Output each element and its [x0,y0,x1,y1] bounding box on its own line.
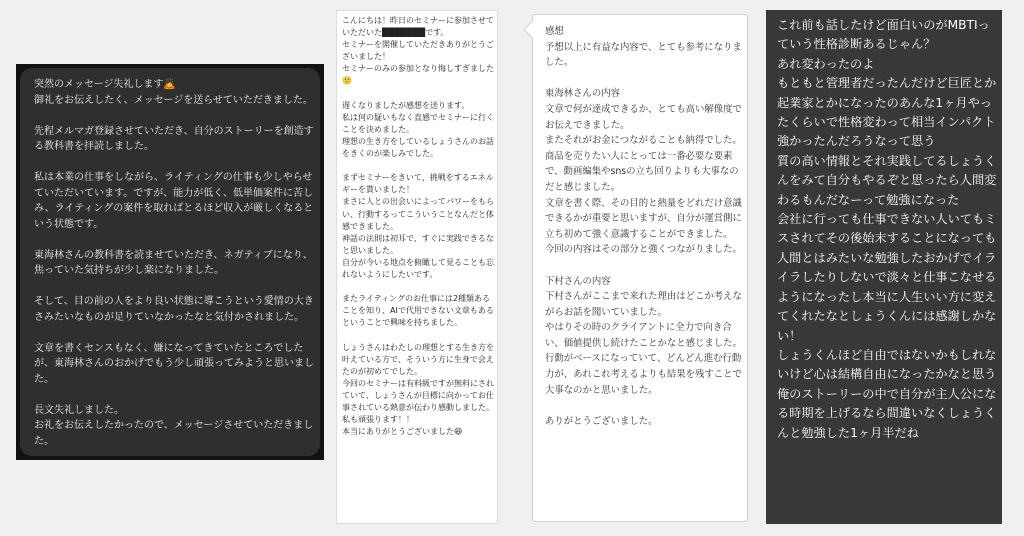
message-screenshot-2 [336,10,498,524]
message-screenshot-1 [16,64,324,460]
message-text: 突然のメッセージ失礼します🙇 御礼をお伝えしたく、メッセージを送らせていただきました。 先程メルマガ登録させていただき、自分のストーリーを創造する教科書を拝読しました。 私は本業の仕事をしながら、ライティングの仕事も少しやらせていただいています。ですが、能力が低く、低単価案件に苦しみ、ライティングの案件を取ればとるほど収入が厳しくなるという状態です。 東海林さんの教科書を読ませていただき、ネガティブになり、焦っていた気持ちが少し楽になりました。 そして、目の前の人をより良い状態に導こうという愛情の大きさみたいなものが足りていなかったなと気付かされました。 文章を書くセンスもなく、嫌になってきていたところでしたが、東海林さんのおかげでもう少し頑張ってみようと思いました。 長文失礼しました。 お礼をお伝えしたかったので、メッセージさせていただきました。 [34,79,314,447]
bubble-tail [523,20,541,38]
message-bubble [20,68,320,456]
message-screenshot-4 [766,10,1002,524]
message-screenshot-3 [532,14,748,522]
message-text: こんにちは！昨日のセミナーに参加させていただいた███████です。 セミナーを開催していただきありがとうございました！ セミナーのみの参加となり悔しすぎました🙁 遅くなりましたが感想を送ります。 私は何の疑いもなく直感でセミナーに行くことを決めました。 理想の生き方をしているしょうさんのお話をきくのが楽しみでした。 まずセミナーをきいて、挑戦をするエネルギーを貰いました！ まさに人との出会いによってパワーをもらい、行動するってこういうことなんだと体感できました。 神話の法則は初耳で、すぐに実践できるなと思いました。 自分が今いる地点を俯瞰して見ることも忘れないようにしたいです。 またライティングのお仕事には2種類あることを知り、AIで代用できない文章もあるということで興味を持ちました。 しょうさんはわたしの理想とする生き方を叶えている方で、そういう方に生身で会えたのが初めてでした。 今回のセミナーは有料級ですが無料にされていて、しょうさんが目標に向かってお仕事されている熱意が伝わり感動しました。 私も頑張ります！！ 本当にありがとうございました😆 [342,16,494,437]
message-text: これ前も話したけど面白いのがMBTIっていう性格診断あるじゃん？ あれ変わったのよ もともと管理者だったんだけど巨匠とか起業家とかになったのあんな1ヶ月やったくらいで性格変わって相当インパクト強かったんだろうなって思う 質の高い情報とそれ実践してるしょうくんをみて自分もやるぞと思ったら人間変わるもんだなーって勉強になった 会社に行っても仕事できない人いてもミスされてその後始末することになっても人間とはみたいな勉強したおかげでイライラしたりしないで淡々と仕事こなせるようになったし本当に人生いい方に変えてくれたなとしょうくんには感謝しかない！ しょうくんほど自由ではないかもしれないけど心は結構自由になったかなと思う 俺のストーリーの中で自分が主人公になる時期を上げるなら間違いなくしょうくんと勉強した1ヶ月半だね [777,18,997,440]
message-text: 感想 予想以上に有益な内容で、とても参考になりました。 東海林さんの内容 文章で何が達成できるか、とても高い解像度でお伝えできました。 またそれがお金につながることも納得でした。 商品を売りたい人にとっては一番必要な要素で、動画編集やsnsの立ち回りよりも大事なのだと感じました。 文章を書く際、その目的と熱量をどれだけ意識できるかが重要と思いますが、自分が運営側に立ち初めて強く意識することができました。 今回の内容はその部分と強くつながりました。 下村さんの内容 下村さんがここまで来れた理由はどこか考えながらお話を聞いていました。 やはりその時のクライアントに全力で向き合い、価値提供し続けたことかなと感じました。 行動がベースになっていて、どんどん進む行動力が、あれこれ考えるよりも結果を残すことで大事なのかと思いました。 ありがとうございました。 [545,26,742,427]
